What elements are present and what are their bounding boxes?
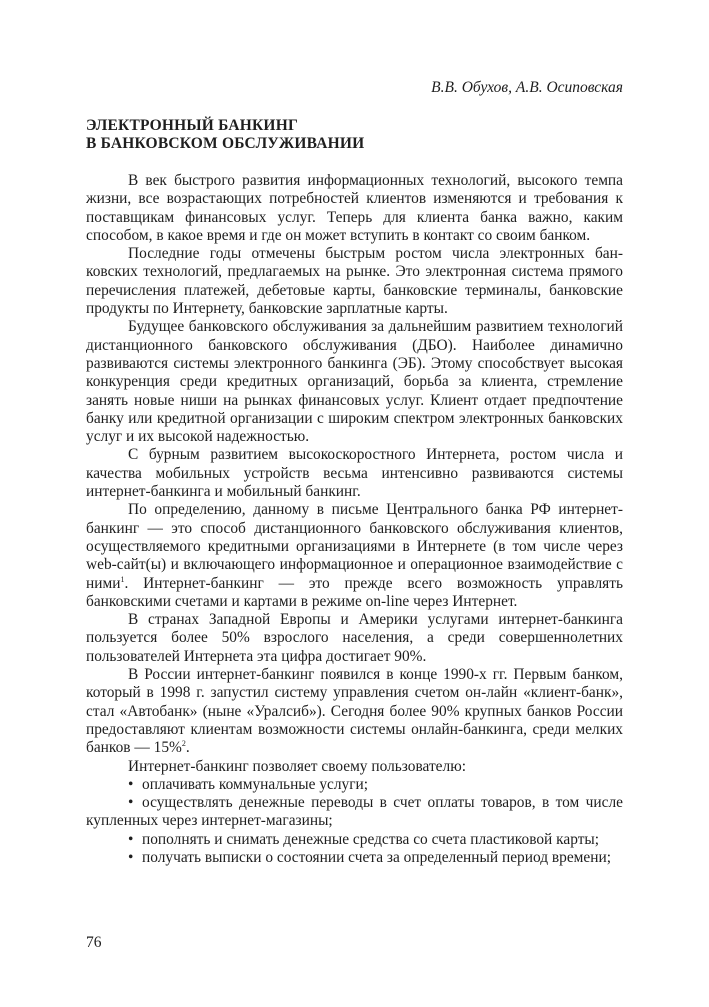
paragraph-7-text-a: В России интернет-банкинг появился в конце 1990-х гг. Первым банком, который в 1998 г. запустил систему управления счетом он-лайн «клиент-банк», стал «Автобанк» (ныне «Уралсиб»). Сегодня более 90% крупных банков России предоставляют клиентам возможности системы онлайн-банкинга, среди мелких банков — 15% bbox=[86, 666, 623, 757]
bullet-item bbox=[86, 849, 623, 867]
article-title-line-2: В БАНКОВСКОМ ОБСЛУЖИВАНИИ bbox=[86, 135, 365, 152]
article-title-line-1: ЭЛЕКТРОННЫЙ БАНКИНГ bbox=[86, 117, 299, 134]
bullet-text: осуществлять денежные переводы в счет оплаты товаров, в том числе купленных через интернет-магазины; bbox=[86, 794, 623, 830]
bullet-item bbox=[86, 776, 623, 794]
paragraph-2: Последние годы отмечены быстрым ростом числа электронных банковских технологий, предлагаемых на рынке. Это электронная система прямого перечисления платежей, дебетовые карты, банковские терминалы, банковские продукты по Интернету, банковские зарплатные карты. bbox=[86, 245, 623, 318]
paragraph-8: Интернет-банкинг позволяет своему пользователю: bbox=[128, 757, 466, 775]
paragraph-3: Будущее банковского обслуживания за дальнейшим развитием технологий дистанционного банковского обслуживания (ДБО). Наиболее динамично развиваются системы электронного банкинга (ЭБ). Этому способствует высокая конкуренция среди кредитных организаций, борьба за клиента, стремление занять новые ниши на рынках финансовых услуг. Клиент отдает предпочтение банку или кредитной организации с широким спектром электронных банковских услуг и их высокой надежностью. bbox=[86, 318, 623, 446]
bullet-marker: • bbox=[128, 830, 134, 848]
article-authors: В.В. Обухов, А.В. Осиповская bbox=[431, 79, 623, 96]
paragraph-7 bbox=[86, 666, 623, 757]
bullet-text: пополнять и снимать денежные средства со счета пластиковой карты; bbox=[142, 830, 600, 848]
paragraph-4: С бурным развитием высокоскоростного Интернета, ростом числа и качества мобильных устройств весьма интенсивно развиваются системы интернет-банкинга и мобильный банкинг. bbox=[86, 446, 623, 501]
bullet-marker: • bbox=[128, 848, 134, 866]
bullet-item bbox=[86, 794, 623, 831]
paragraph-5-text-b: . Интернет-банкинг — это прежде всего возможность управлять банковскими счетами и картами в режиме on-line через Интернет. bbox=[86, 574, 623, 610]
bullet-text: оплачивать коммунальные услуги; bbox=[142, 775, 369, 793]
bullet-item bbox=[86, 831, 623, 849]
bullet-text: получать выписки о состоянии счета за определенный период времени; bbox=[142, 848, 611, 866]
paragraph-6: В странах Западной Европы и Америки услугами интернет-банкинга пользуется более 50% взрослого населения, а среди совершеннолетних пользователей Интернета эта цифра достигает 90%. bbox=[86, 611, 623, 665]
article-body bbox=[86, 172, 623, 867]
page-number: 76 bbox=[86, 934, 102, 951]
bullet-marker: • bbox=[128, 794, 134, 812]
paragraph-5-text-a: По определению, данному в письме Центрального банка РФ интернет-банкинг — это способ дистанционного банковского обслуживания клиентов, осуществляемого кредитными организациями в Интернете (в том числе через web-сайт(ы) и включающего информационное и операционное взаимодействие с ними bbox=[86, 501, 623, 592]
paragraph-7-text-b: . bbox=[185, 739, 190, 757]
bullet-marker: • bbox=[128, 775, 134, 793]
paragraph-1: В век быстрого развития информационных технологий, высокого темпа жизни, все возрастающих потребностей клиентов изменяются и требования к поставщикам финансовых услуг. Теперь для клиента банка важно, каким способом, в какое время и где он может вступить в контакт со своим банком. bbox=[86, 172, 623, 244]
article-title bbox=[86, 117, 364, 153]
paragraph-5 bbox=[86, 501, 623, 611]
footnote-ref-2: 2 bbox=[181, 739, 186, 749]
footnote-ref-1: 1 bbox=[120, 574, 125, 584]
